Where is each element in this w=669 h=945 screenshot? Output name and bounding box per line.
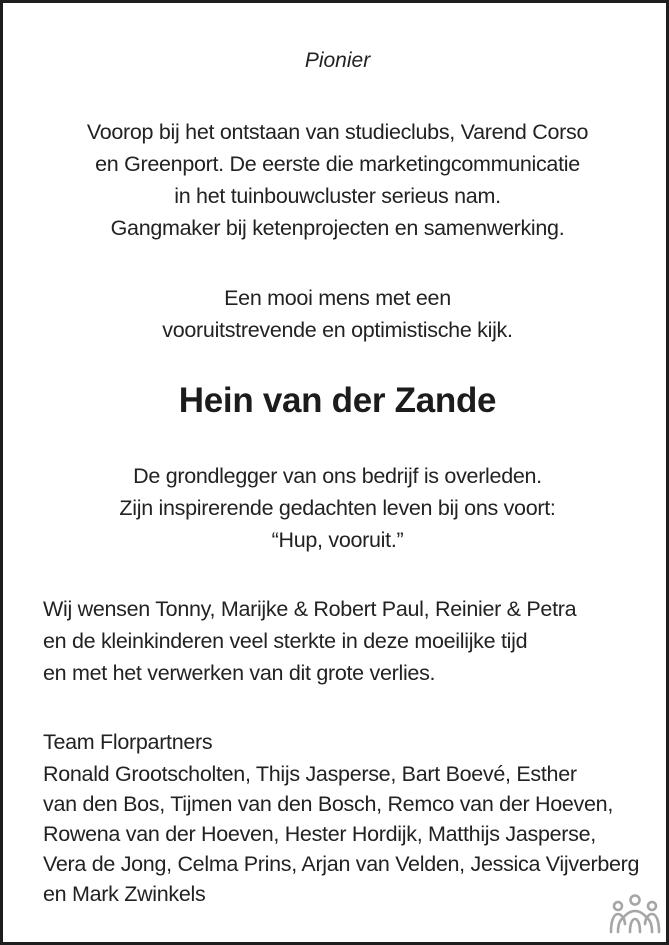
condolence-line: Wij wensen Tonny, Marijke & Robert Paul, Reinier & Petra bbox=[43, 597, 577, 621]
signature-title: Team Florpartners bbox=[43, 730, 213, 754]
signature-line: en Mark Zwinkels bbox=[43, 882, 206, 906]
family-people-icon bbox=[608, 894, 662, 936]
signature-line: Ronald Grootscholten, Thijs Jasperse, Bart Boevé, Esther bbox=[43, 762, 577, 786]
intro-line: en Greenport. De eerste die marketingcommunicatie bbox=[95, 152, 580, 176]
intro-line: in het tuinbouwcluster serieus nam. bbox=[174, 184, 501, 208]
intro-line: Gangmaker bij ketenprojecten en samenwerking. bbox=[110, 216, 565, 240]
condolence-line: en de kleinkinderen veel sterkte in deze moeilijke tijd bbox=[43, 629, 528, 653]
announcement-line: “Hup, vooruit.” bbox=[271, 528, 404, 552]
tribute-line: Een mooi mens met een bbox=[224, 286, 451, 310]
announcement-line: Zijn inspirerende gedachten leven bij ons voort: bbox=[119, 496, 556, 520]
deceased-name: Hein van der Zande bbox=[178, 381, 497, 420]
intro-line: Voorop bij het ontstaan van studieclubs, Varend Corso bbox=[86, 120, 589, 144]
condolence-line: en met het verwerken van dit grote verlies. bbox=[43, 661, 436, 685]
notice-subtitle: Pionier bbox=[304, 49, 371, 72]
tribute-line: vooruitstrevende en optimistische kijk. bbox=[162, 318, 513, 342]
signature-line: Vera de Jong, Celma Prins, Arjan van Velden, Jessica Vijverberg bbox=[43, 852, 640, 876]
signature-line: van den Bos, Tijmen van den Bosch, Remco van der Hoeven, bbox=[43, 792, 613, 816]
announcement-line: De grondlegger van ons bedrijf is overleden. bbox=[133, 464, 542, 488]
signature-line: Rowena van der Hoeven, Hester Hordijk, Matthijs Jasperse, bbox=[43, 822, 596, 846]
